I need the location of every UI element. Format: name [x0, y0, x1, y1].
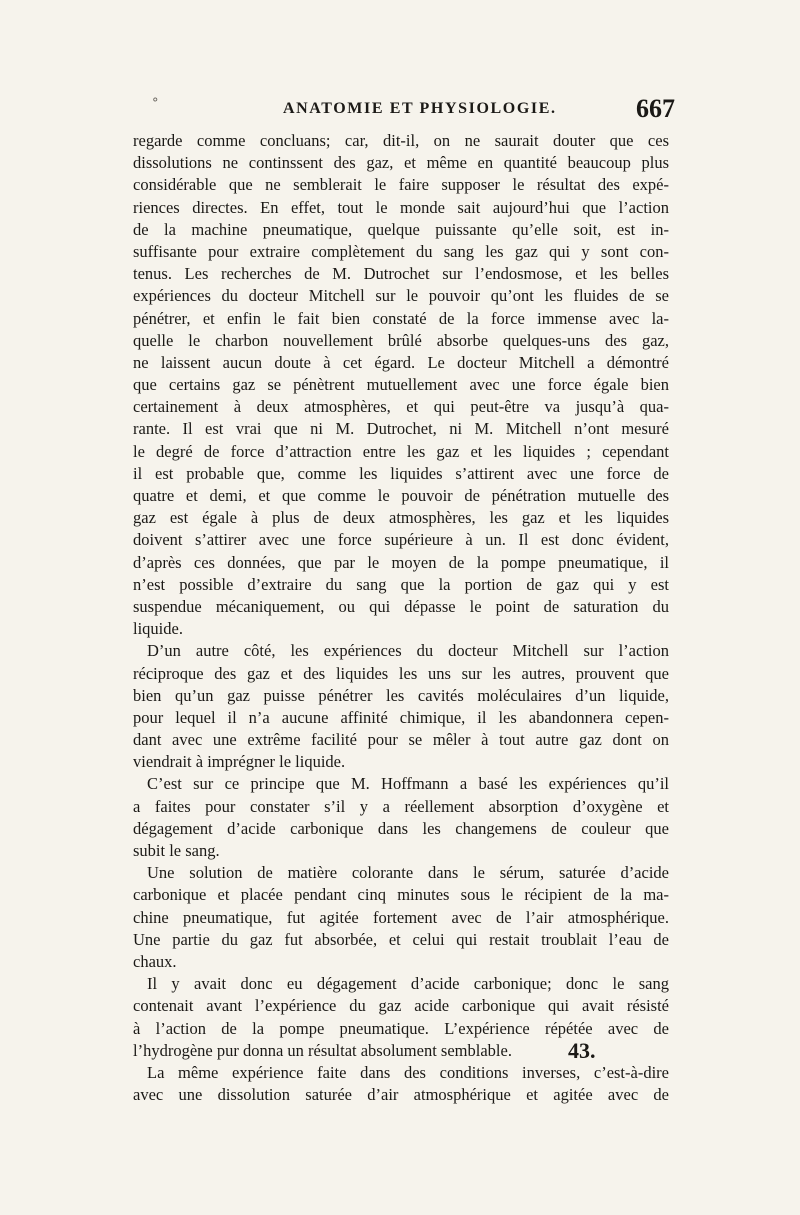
text-line: riences directes. En effet, tout le monde sait aujourd’hui que l’action [133, 197, 669, 217]
text-line: l’hydrogène pur donna un résultat absolument semblable. [133, 1040, 512, 1060]
text-line: dant avec une extrême facilité pour se mêler à tout autre gaz dont on [133, 730, 669, 750]
text-line: expériences du docteur Mitchell sur le pouvoir qu’ont les fluides de se [133, 286, 669, 306]
text-line: subit le sang. [133, 841, 220, 860]
text-line: ne laissent aucun doute à cet égard. Le docteur Mitchell a démontré [133, 352, 669, 372]
text-line: gaz est égale à plus de deux atmosphères, les gaz et les liquides [133, 508, 669, 528]
paragraph-start-line: Une solution de matière colorante dans le sérum, saturée d’acide [147, 863, 669, 883]
body-text [133, 130, 669, 1106]
text-line: réciproque des gaz et des liquides les uns sur les autres, prouvent que [133, 663, 669, 683]
text-line: bien qu’un gaz puisse pénétrer les cavités moléculaires d’un liquide, [133, 685, 669, 705]
text-line: pour lequel il n’a aucune affinité chimique, il les abandonnera cepen- [133, 707, 669, 727]
paragraph-start-line: C’est sur ce principe que M. Hoffmann a basé les expériences qu’il [147, 774, 669, 794]
text-line: d’après ces données, que par le moyen de la pompe pneumatique, il [133, 552, 669, 572]
text-line: tenus. Les recherches de M. Dutrochet sur l’endosmose, et les belles [133, 264, 669, 284]
text-line: certainement à deux atmosphères, et qui peut-être va jusqu’à qua- [133, 397, 669, 417]
text-line: regarde comme concluans; car, dit-il, on ne saurait douter que ces [133, 131, 669, 150]
text-line: le degré de force d’attraction entre les gaz et les liquides ; cependant [133, 441, 669, 461]
text-line: viendrait à imprégner le liquide. [133, 752, 346, 772]
text-line: liquide. [133, 619, 183, 639]
text-line: contenait avant l’expérience du gaz acide carbonique qui avait résisté [133, 996, 669, 1016]
text-line: avec une dissolution saturée d’air atmosphérique et agitée avec de [133, 1085, 669, 1105]
text-line: carbonique et placée pendant cinq minutes sous le récipient de la ma- [133, 885, 669, 905]
text-line: dégagement d’acide carbonique dans les changemens de couleur que [133, 818, 669, 838]
text-line: quatre et demi, et que comme le pouvoir de pénétration mutuelle des [133, 486, 669, 505]
page-number: 667 [636, 94, 675, 123]
text-line: pénétrer, et enfin le fait bien constaté de la force immense avec la- [133, 308, 669, 328]
text-line: a faites pour constater s’il y a réellement absorption d’oxygène et [133, 796, 669, 816]
text-line: que certains gaz se pénètrent mutuellement avec une force égale bien [133, 375, 669, 395]
text-line: suffisante pour extraire complètement du sang les gaz qui y sont con- [133, 241, 669, 261]
paragraph-start-line: D’un autre côté, les expériences du docteur Mitchell sur l’action [147, 641, 669, 661]
text-line: dissolutions ne continssent des gaz, et même en quantité beaucoup plus [133, 153, 669, 173]
text-line: de la machine pneumatique, quelque puissante qu’elle soit, est in- [133, 219, 669, 239]
text-line: considérable que ne semblerait le faire supposer le résultat des expé- [133, 175, 669, 195]
text-line: quelle le charbon nouvellement brûlé absorbe quelques-uns des gaz, [133, 330, 669, 350]
signature-mark: 43. [568, 1038, 596, 1063]
paragraph-start-line: Il y avait donc eu dégagement d’acide carbonique; donc le sang [147, 974, 669, 994]
text-line: Une partie du gaz fut absorbée, et celui qui restait troublait l’eau de [133, 929, 669, 949]
paragraph-start-line: La même expérience faite dans des conditions inverses, c’est-à-dire [147, 1062, 669, 1082]
text-line: chine pneumatique, fut agitée fortement avec de l’air atmosphérique. [133, 907, 669, 927]
page-header [135, 92, 675, 124]
text-line: chaux. [133, 951, 177, 971]
header-mark: ° [152, 96, 159, 111]
text-line: rante. Il est vrai que ni M. Dutrochet, ni M. Mitchell n’ont mesuré [133, 419, 669, 439]
text-line: n’est possible d’extraire du sang que la portion de gaz qui y est [133, 574, 669, 594]
text-line: doivent s’attirer avec une force supérieure à un. Il est donc évident, [133, 530, 669, 550]
text-line: à l’action de la pompe pneumatique. L’expérience répétée avec de [133, 1018, 669, 1038]
text-line: suspendue mécaniquement, ou qui dépasse le point de saturation du [133, 596, 669, 616]
running-title: ANATOMIE ET PHYSIOLOGIE. [283, 100, 557, 117]
text-line: il est probable que, comme les liquides s’attirent avec une force de [133, 463, 669, 483]
